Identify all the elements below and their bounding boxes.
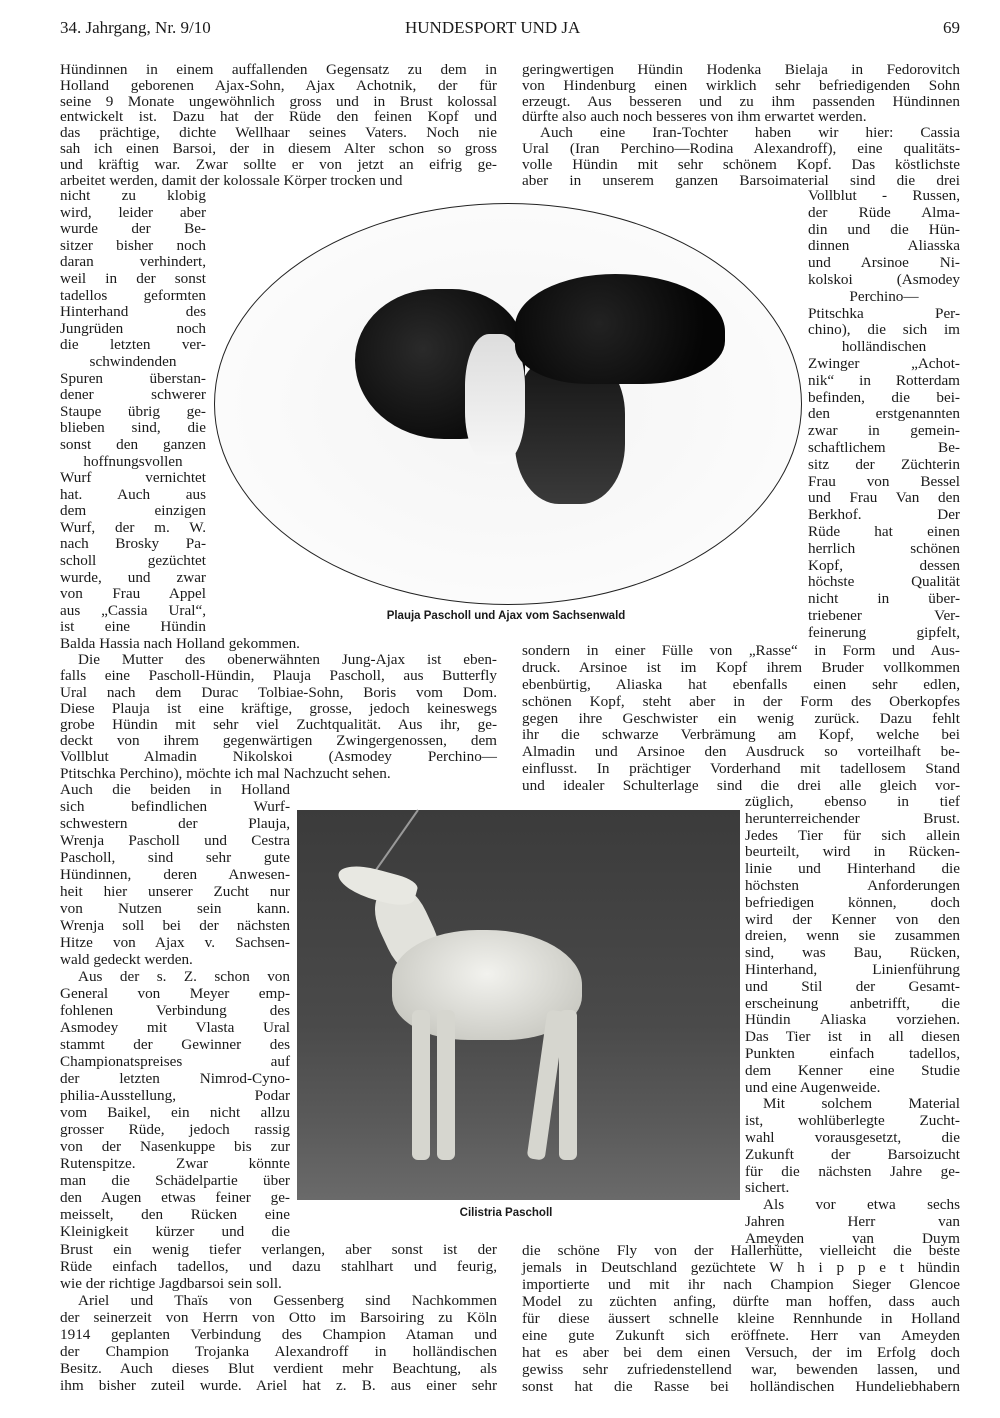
text-line: din und die Hün- <box>808 220 960 238</box>
text-line: Balda Hassia nach Holland gekommen. <box>60 635 300 652</box>
text-line: grosser Rüde, jedoch rassig <box>60 1121 290 1138</box>
text-line: ist, wohlüberlegte Zucht- <box>745 1112 960 1130</box>
text-line: Aus der s. Z. schon von <box>78 968 290 985</box>
text-line: ihm bisher zuteil wurde. Ariel hat z. B. aus einer sehr <box>60 1377 497 1394</box>
text-line: Ptitschka Perchino), möchte ich mal Nachzucht sehen. <box>60 764 391 782</box>
text-line: Brust ein wenig tiefer verlangen, aber sonst ist der <box>60 1241 497 1258</box>
text-line: Die Mutter des obenerwähnten Jung-Ajax ist eben- <box>78 651 497 669</box>
text-line: Almadin und Arsinoe den Ausdruck so vorteilhaft be- <box>522 743 960 761</box>
text-line: Punkten einfach tadellos, <box>745 1044 960 1062</box>
text-line: erzeugt. Aus besseren und zu ihm passenden Hündinnen <box>522 92 960 110</box>
text-line: beurteilt, wird in Rücken- <box>745 843 960 861</box>
text-line: erscheinung anbetrifft, die <box>745 994 960 1012</box>
text-line: aus „Cassia Ural“, <box>60 601 206 619</box>
text-line: stammt der Gewinner des <box>60 1036 290 1053</box>
dog-leg <box>437 1010 455 1160</box>
text-line: wird der Kenner von den <box>745 910 960 928</box>
text-line: wurde der Be- <box>60 220 206 238</box>
text-line: und Frau Van den <box>808 489 960 507</box>
text-line: gegen ihre Geschwister ein wenig zurück. Dazu fehlt <box>522 709 960 727</box>
text-line: kolskoi (Asmodey <box>808 270 960 288</box>
text-line: Jedes Tier für sich allein <box>745 826 960 844</box>
text-line: volle Hündin mit sehr schönem Kopf. Das köstlichste <box>522 155 960 173</box>
text-line: vom Baikel, ein nicht allzu <box>60 1104 290 1121</box>
text-line: hat es aber bei dem einen Versuch, der im Erfolg doch <box>522 1344 960 1361</box>
text-line: druck. Arsinoe ist im Kopf ihrem Bruder vollkommen <box>522 658 960 676</box>
text-line: dener schwerer <box>60 386 206 404</box>
text-line: Ural nach dem Durac Tolbiae-Sohn, Boris vom Dom. <box>60 683 497 701</box>
text-line: Spuren überstan- <box>60 369 206 387</box>
text-line: Auch eine Iran-Tochter haben wir hier: Cassia <box>540 124 960 142</box>
text-right-narrow-2 <box>745 794 960 1248</box>
text-right-middle <box>522 643 960 795</box>
text-line: herunterreichender Brust. <box>745 809 960 827</box>
text-line: die letzten ver- <box>60 336 206 354</box>
text-left-top <box>60 62 497 188</box>
text-line: nach Brosky Pa- <box>60 535 206 553</box>
text-line: scholl gezüchtet <box>60 552 206 570</box>
text-line: philia-Ausstellung, Podar <box>60 1087 290 1104</box>
text-line: Hündin Aliaska vorziehen. <box>745 1011 960 1029</box>
text-line: Kopf, dessen <box>808 556 960 574</box>
text-line: wird, leider aber <box>60 203 206 221</box>
text-line: Mit solchem Material <box>763 1095 960 1113</box>
text-line: Besitz. Auch dieses Blut verdient mehr Beachtung, als <box>60 1360 497 1377</box>
text-line: schwestern der Plauja, <box>60 815 290 832</box>
text-line: den Augen etwas feiner ge- <box>60 1189 290 1206</box>
text-right-bottom <box>522 1242 960 1395</box>
text-line: falls eine Pascholl-Hündin, Plauja Pascholl, aus Butterfly <box>60 667 497 685</box>
text-line: Rutenspitze. Zwar könnte <box>60 1155 290 1172</box>
text-line: Hitze von Ajax v. Sachsen- <box>60 934 290 951</box>
text-line: Staupe übrig ge- <box>60 402 206 420</box>
text-line: sich befindlichen Wurf- <box>60 798 290 815</box>
text-line: Vollblut - Russen, <box>808 187 960 204</box>
text-line: sondern in einer Fülle von „Rasse“ in Form und Aus- <box>522 642 960 659</box>
text-line: einflusst. In prächtiger Vorderhand mit tadellosem Stand <box>522 760 960 778</box>
text-line: von Hindenburg einen wirklich sehr befriedigenden Sohn <box>522 76 960 94</box>
text-line: importierte und mit ihr nach Champion Sieger Glencoe <box>522 1276 960 1293</box>
dog-head-right <box>515 274 725 384</box>
text-line: ebenbürtig, Aliaska hat ebenfalls einen sehr edlen, <box>522 675 960 693</box>
text-line: höchste Qualität <box>808 573 960 591</box>
page-number: 69 <box>943 18 960 37</box>
text-line: wahl vorausgesetzt, die <box>745 1128 960 1146</box>
text-line: dem einzigen <box>60 502 206 520</box>
text-line: fohlenen Verbindung des <box>60 1002 290 1019</box>
dog-leg <box>559 1010 577 1160</box>
text-line: Wurf, der m. W. <box>60 518 206 536</box>
text-line: daran verhindert, <box>60 253 206 271</box>
text-line: Hinterhand, Linienführung <box>745 960 960 978</box>
text-line: der seinerzeit von Herrn von Otto im Barsoiring zu Köln <box>60 1309 497 1326</box>
text-line: Kleinigkeit kürzer und die <box>60 1223 290 1240</box>
text-line: höchsten Anforderungen <box>745 876 960 894</box>
text-line: Wrenja soll bei der nächsten <box>60 917 290 934</box>
text-line: Ural (Iran Perchino—Rodina Alexandroff), eine qualitäts- <box>522 139 960 157</box>
text-line: Frau von Bessel <box>808 472 960 490</box>
text-line: Perchino— <box>849 287 919 305</box>
text-line: der Champion Trojanka Alexandroff in holländischen <box>60 1343 497 1360</box>
text-line: man die Schädelpartie über <box>60 1172 290 1189</box>
text-line: Jahren Herr van <box>745 1212 960 1230</box>
text-line: Wrenja Pascholl und Cestra <box>60 832 290 849</box>
text-line: schaftlichem Be- <box>808 438 960 456</box>
text-line: wie der richtige Jagdbarsoi sein soll. <box>60 1275 282 1292</box>
text-line: hat. Auch aus <box>60 485 206 503</box>
text-line: Ptitschka Per- <box>808 304 960 322</box>
text-line: von Nutzen sein kann. <box>60 900 290 917</box>
text-line: wald gedeckt werden. <box>60 951 193 968</box>
text-line: linie und Hinterhand die <box>745 860 960 878</box>
text-line: Championatspreises auf <box>60 1053 290 1070</box>
text-line: und eine Augenweide. <box>745 1078 881 1096</box>
text-line: Jungrüden noch <box>60 319 206 337</box>
magazine-title: HUNDESPORT UND JA <box>405 18 581 37</box>
text-line: wurde, und zwar <box>60 568 206 586</box>
text-line: befriedigen können, doch <box>745 893 960 911</box>
text-line: und kräftig war. Zwar sollte er von jetzt an eifrig ge- <box>60 155 497 173</box>
text-line: sonst den ganzen <box>60 435 206 453</box>
text-line: General von Meyer emp- <box>60 985 290 1002</box>
text-line: arbeitet werden, damit der kolossale Körper trocken und <box>60 171 403 189</box>
text-line: Diese Plauja ist eine kräftige, grosse, jedoch keineswegs <box>60 699 497 717</box>
text-line: 1914 geplanten Verbindung des Champion Ataman und <box>60 1326 497 1343</box>
text-left-middle <box>60 636 497 782</box>
text-line: Berkhof. Der <box>808 506 960 524</box>
text-line: dürfte also auch noch besseres von ihm erwartet werden. <box>522 108 867 126</box>
text-line: befinden, die bei- <box>808 388 960 406</box>
text-line: Rüde hat einen <box>808 522 960 540</box>
text-line: und Arsinoe Ni- <box>808 254 960 272</box>
photo-standing-borzoi <box>297 810 740 1200</box>
text-line: Ameyden van Duym <box>745 1229 960 1247</box>
text-left-narrow-2 <box>60 781 290 1240</box>
text-line: gewiss sehr zufriedenstellend war, bewenden lassen, und <box>522 1361 960 1378</box>
text-line: meisselt, den Rücken eine <box>60 1206 290 1223</box>
text-line: für die nächsten Jahre ge- <box>745 1162 960 1180</box>
text-line: deckt von ihrem gegenwärtigen Zwingergenossen, dem <box>60 732 497 750</box>
text-line: der letzten Nimrod-Cyno- <box>60 1070 290 1087</box>
text-line: Pascholl, sind sehr gute <box>60 849 290 866</box>
text-line: blieben sind, die <box>60 419 206 437</box>
text-line: heit hier unserer Zucht nur <box>60 883 290 900</box>
text-line: Hinterhand des <box>60 303 206 321</box>
text-line: sichert. <box>745 1179 790 1197</box>
text-line: eine gute Zukunft sich eröffnete. Herr van Ameyden <box>522 1327 960 1344</box>
figure-caption-top: Plauja Pascholl und Ajax vom Sachsenwald <box>386 610 626 622</box>
text-line: weil in der sonst <box>60 269 206 287</box>
text-line: nicht zu klobig <box>60 187 206 204</box>
text-line: sitzer bisher noch <box>60 236 206 254</box>
text-line: Zukunft der Barsoizucht <box>745 1145 960 1163</box>
text-line: die schöne Fly von der Hallerhütte, vielleicht die beste <box>522 1242 960 1259</box>
text-line: triebener Ver- <box>808 606 960 624</box>
text-line: nicht in über- <box>808 590 960 608</box>
text-line: sitz der Züchterin <box>808 455 960 473</box>
text-line: Ariel und Thaïs von Gessenberg sind Nachkommen <box>78 1292 497 1309</box>
text-line: Zwinger „Achot- <box>808 354 960 372</box>
text-line: sonst hat die Rasse bei holländischen Hundeliebhabern <box>522 1378 960 1395</box>
text-line: schwindenden <box>89 352 177 370</box>
text-line: dem Kenner eine Studie <box>745 1061 960 1079</box>
text-line: Das Tier ist in all diesen <box>745 1028 960 1046</box>
text-line: chino), die sich im <box>808 321 960 339</box>
figure-caption-bottom: Cilistria Pascholl <box>459 1207 553 1219</box>
text-line: Hündinnen, deren Anwesen- <box>60 866 290 883</box>
text-line: Wurf vernichtet <box>60 469 206 487</box>
text-line: den erstgenannten <box>808 405 960 423</box>
text-line: aber in unserem ganzen Barsoimaterial sind die drei <box>522 171 960 189</box>
text-line: und Stil der Gesamt- <box>745 977 960 995</box>
text-line: Hündinnen in einem auffallenden Gegensatz zu dem in <box>60 61 497 78</box>
text-line: Vollblut Almadin Nikolskoi (Asmodey Perchino— <box>60 748 497 766</box>
text-left-narrow-1 <box>60 188 206 636</box>
text-line: ihr die schwarze Verbrämung am Kopf, welche bei <box>522 726 960 744</box>
text-line: ist eine Hündin <box>60 618 206 636</box>
text-line: tadellos geformten <box>60 286 206 304</box>
text-line: seine 9 Monate ungewöhnlich gross und in Brust kolossal <box>60 92 497 110</box>
text-line: sind, was Bau, Rücken, <box>745 944 960 962</box>
text-line: dreien, wenn sie zusammen <box>745 927 960 945</box>
photo-two-borzoi-heads <box>214 203 802 605</box>
text-line: holländischen <box>841 338 927 356</box>
text-line: Holland geborenen Ajax-Sohn, Ajax Achotnik, der für <box>60 76 497 94</box>
text-right-top <box>522 62 960 188</box>
volume-issue: 34. Jahrgang, Nr. 9/10 <box>60 18 211 37</box>
text-line: Als vor etwa sechs <box>763 1196 960 1214</box>
text-line: und idealer Schulterlage sind die drei alle gleich vor- <box>522 777 960 795</box>
text-line: Auch die beiden in Holland <box>60 781 290 798</box>
text-line: sah ich einen Barsoi, der in diesem Alter schon so gross <box>60 139 497 157</box>
text-line: für diese äussert schnelle kleine Rennhunde in Holland <box>522 1310 960 1327</box>
text-line: Model zu züchten anfing, dürfte man hoffen, dass auch <box>522 1293 960 1310</box>
text-line: geringwertigen Hündin Hodenka Bielaja in Fedorovitch <box>522 61 960 78</box>
text-right-narrow-1 <box>808 188 960 642</box>
text-line: hoffnungsvollen <box>83 452 183 470</box>
text-line: schönen Kopf, steht aber in der Form des Oberkopfes <box>522 692 960 710</box>
text-line: feinerung gipfelt, <box>808 623 960 641</box>
text-line: grobe Hündin mit sehr viel Zuchtqualität. Aus ihr, ge- <box>60 715 497 733</box>
text-line: züglich, ebenso in tief <box>745 793 960 810</box>
text-line: nik“ in Rotterdam <box>808 371 960 389</box>
text-line: dinnen Aliasska <box>808 237 960 255</box>
text-line: der Rüde Alma- <box>808 203 960 221</box>
text-line: entwickelt ist. Dazu hat der Rüde den feinen Kopf und <box>60 108 497 126</box>
text-line: von der Nasenkuppe bis zur <box>60 1138 290 1155</box>
text-line: jemals in Deutschland gezüchtete W h i p p e t hündin <box>522 1259 960 1276</box>
text-left-bottom <box>60 1241 497 1394</box>
text-line: von Frau Appel <box>60 585 206 603</box>
text-line: herrlich schönen <box>808 539 960 557</box>
text-line: Rüde einfach tadellos, und dazu stahlhart und feurig, <box>60 1258 497 1275</box>
text-line: zwar in gemein- <box>808 422 960 440</box>
text-line: Asmodey mit Vlasta Ural <box>60 1019 290 1036</box>
dog-leg <box>412 1010 430 1160</box>
text-line: das prächtige, dichte Wellhaar seines Vaters. Noch nie <box>60 124 497 142</box>
